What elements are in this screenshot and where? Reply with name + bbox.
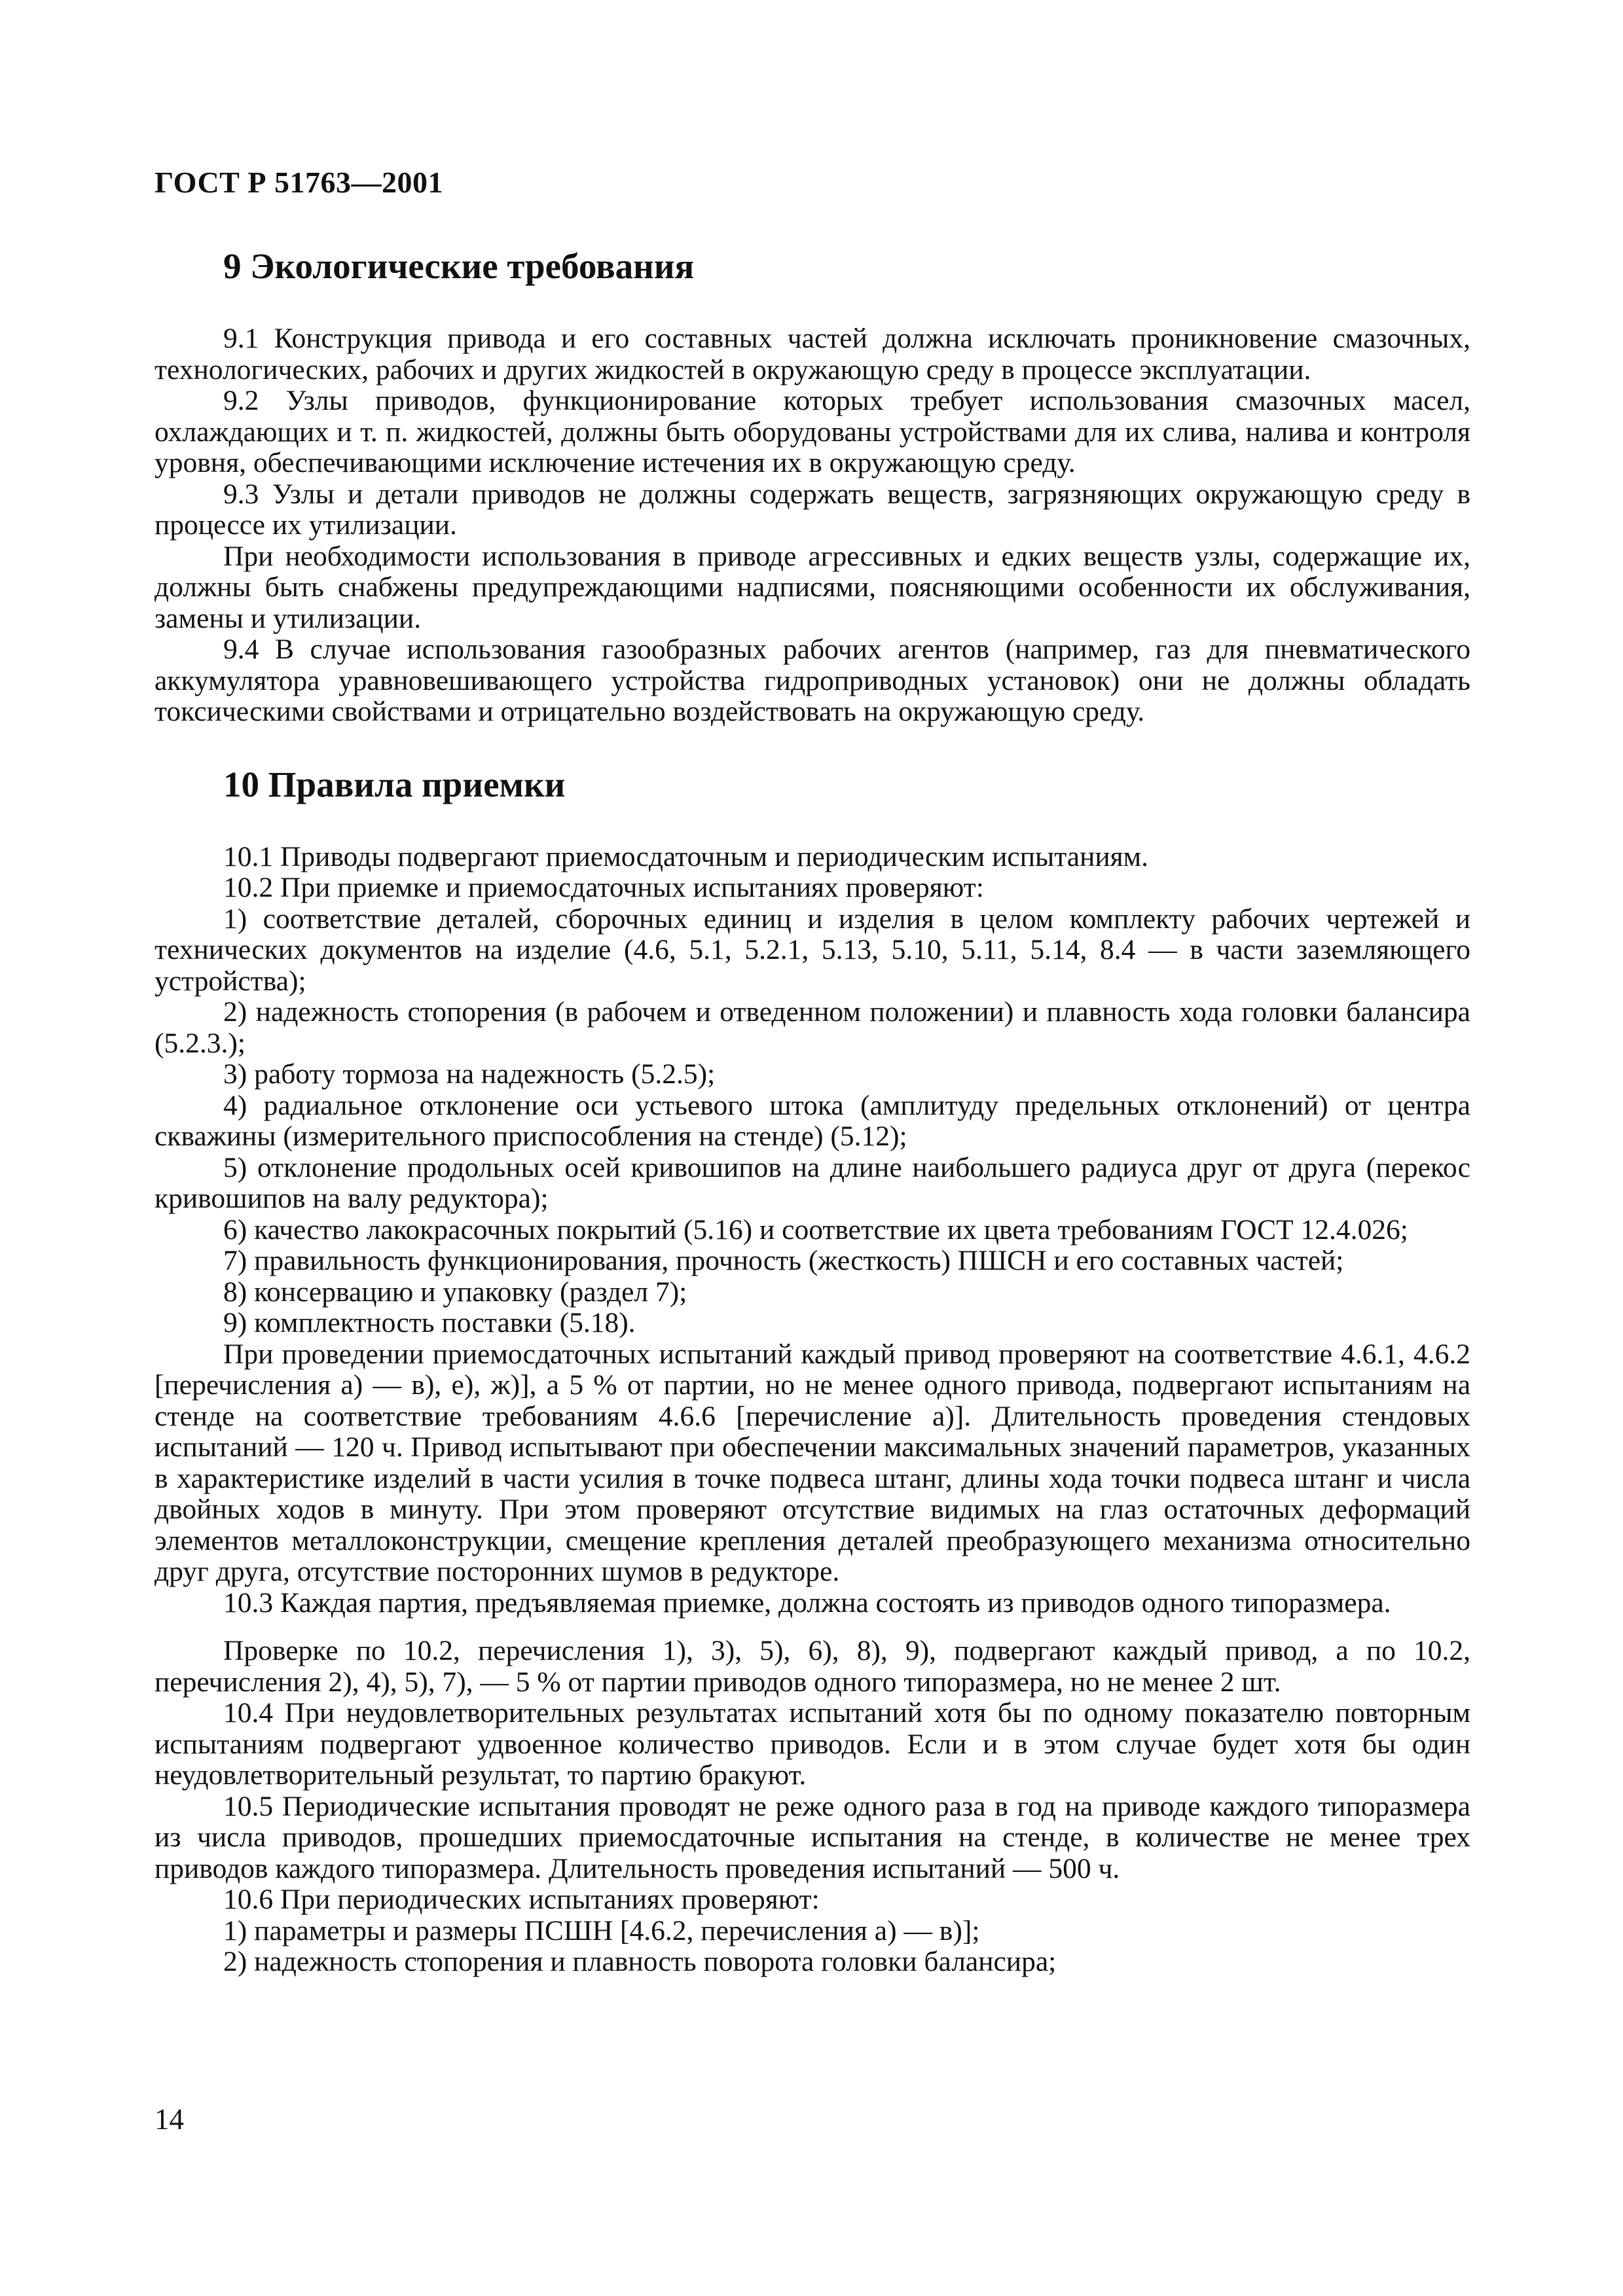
paragraph-10-3: 10.3 Каждая партия, предъявляемая приемке, должна состоять из приводов одного типоразмера. — [223, 1587, 1391, 1619]
paragraph-9-3: 9.3 Узлы и детали приводов не должны содержать веществ, загрязняющих окружающую среду в процессе их утилизации. — [155, 478, 1470, 541]
list-item-10-2-9: 9) комплектность поставки (5.18). — [223, 1307, 636, 1338]
paragraph-gap — [155, 1619, 1470, 1636]
paragraph-10-2: 10.2 При приемке и приемосдаточных испытаниях проверяют: — [223, 872, 984, 903]
document-body — [155, 243, 1470, 1978]
document-code-header: ГОСТ Р 51763—2001 — [155, 166, 443, 199]
paragraph-10-3-checks: Проверке по 10.2, перечисления 1), 3), 5), 6), 8), 9), подвергают каждый привод, а по 10.2, перечисления 2), 4), 5), 7), — 5 % от партии приводов одного типоразмера, но не менее 2 шт. — [155, 1635, 1470, 1698]
paragraph-9-1: 9.1 Конструкция привода и его составных частей должна исключать проникновение смазочных, технологических, рабочих и других жидкостей в окружающую среду в процессе эксплуатации. — [155, 323, 1470, 386]
paragraph-10-2-tests: При проведении приемосдаточных испытаний каждый привод проверяют на соответствие 4.6.1, 4.6.2 [перечисления а) — в), е), ж)], а 5 % от партии, но не менее одного привода, подвергают испытаниям на стенде на соответствие требованиям 4.6.6 [перечисление а)]. Длительность проведения стендовых испытаний — 120 ч. Привод испытывают при обеспечении максимальных значений параметров, указанных в характеристике изделий в части усилия в точке подвеса штанг, длины хода точки подвеса штанг и числа двойных ходов в минуту. При этом проверяют отсутствие видимых на глаз остаточных деформаций элементов металлоконструкции, смещение крепления деталей преобразующего механизма относительно друг друга, отсутствие посторонних шумов в редукторе. — [155, 1338, 1470, 1587]
list-item-10-2-2: 2) надежность стопорения (в рабочем и отведенном положении) и плавность хода головки балансира (5.2.3.); — [155, 996, 1470, 1059]
list-item-10-2-1: 1) соответствие деталей, сборочных единиц и изделия в целом комплекту рабочих чертежей и технических документов на изделие (4.6, 5.1, 5.2.1, 5.13, 5.10, 5.11, 5.14, 8.4 — в части заземляющего устройства); — [155, 903, 1470, 997]
section-10-heading: 10 Правила приемки — [223, 764, 566, 804]
list-item-10-6-1: 1) параметры и размеры ПСШН [4.6.2, перечисления а) — в)]; — [223, 1914, 980, 1946]
list-item-10-2-3: 3) работу тормоза на надежность (5.2.5); — [223, 1058, 716, 1090]
list-item-10-2-5: 5) отклонение продольных осей кривошипов на длине наибольшего радиуса друг от друга (перекос кривошипов на валу редуктора); — [155, 1151, 1470, 1214]
page-number: 14 — [155, 2103, 184, 2136]
paragraph-9-3-note: При необходимости использования в приводе агрессивных и едких веществ узлы, содержащие их, должны быть снабжены предупреждающими надписями, поясняющими особенности их обслуживания, замены и утилизации. — [155, 540, 1470, 634]
paragraph-10-4: 10.4 При неудовлетворительных результатах испытаний хотя бы по одному показателю повторным испытаниям подвергают удвоенное количество приводов. Если и в этом случае будет хотя бы один неудовлетворительный результат, то партию бракуют. — [155, 1697, 1470, 1791]
list-item-10-2-4: 4) радиальное отклонение оси устьевого штока (амплитуду предельных отклонений) от центра скважины (измерительного приспособления на стенде) (5.12); — [155, 1089, 1470, 1152]
paragraph-9-4: 9.4 В случае использования газообразных рабочих агентов (например, газ для пневматического аккумулятора уравновешивающего устройства гидроприводных установок) они не должны обладать токсическими свойствами и отрицательно воздействовать на окружающую среду. — [155, 634, 1470, 727]
list-item-10-2-8: 8) консервацию и упаковку (раздел 7); — [223, 1276, 687, 1308]
list-item-10-2-7: 7) правильность функционирования, прочность (жесткость) ПШСН и его составных частей; — [223, 1245, 1344, 1276]
list-item-10-2-6: 6) качество лакокрасочных покрытий (5.16) и соответствие их цвета требованиям ГОСТ 12.4.026; — [223, 1213, 1408, 1246]
section-9-heading: 9 Экологические требования — [223, 246, 695, 286]
paragraph-10-1: 10.1 Приводы подвергают приемосдаточным и периодическим испытаниям. — [223, 840, 1149, 872]
paragraph-9-2: 9.2 Узлы приводов, функционирование которых требует использования смазочных масел, охлаждающих и т. п. жидкостей, должны быть оборудованы устройствами для их слива, налива и контроля уровня, обеспечивающими исключение истечения их в окружающую среду. — [155, 385, 1470, 478]
list-item-10-6-2: 2) надежность стопорения и плавность поворота головки балансира; — [223, 1946, 1057, 1977]
paragraph-10-6: 10.6 При периодических испытаниях проверяют: — [223, 1884, 820, 1915]
paragraph-10-5: 10.5 Периодические испытания проводят не реже одного раза в год на приводе каждого типоразмера из числа приводов, прошедших приемосдаточные испытания на стенде, в количестве не менее трех приводов каждого типоразмера. Длительность проведения испытаний — 500 ч. — [155, 1790, 1470, 1884]
